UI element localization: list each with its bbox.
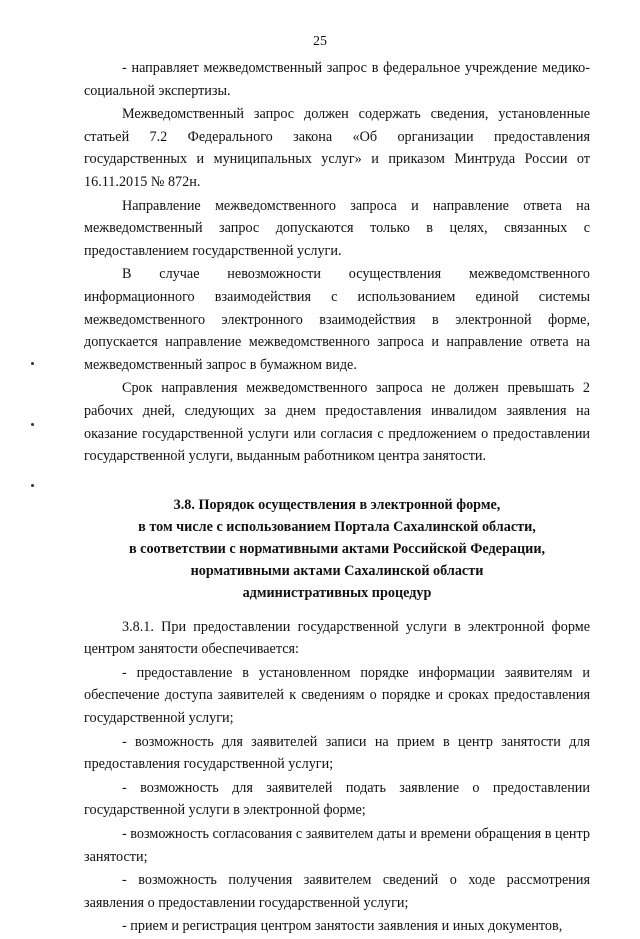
section-heading xyxy=(84,494,590,604)
list-item: - возможность для заявителей записи на прием в центр занятости для предоставления государственной услуги; xyxy=(84,733,590,773)
margin-mark xyxy=(31,423,34,426)
margin-mark xyxy=(31,362,34,365)
paragraphs-top xyxy=(84,57,590,468)
list-item: - возможность согласования с заявителем даты и времени обращения в центр занятости; xyxy=(84,826,590,865)
paragraphs-bottom xyxy=(84,616,590,938)
heading-line: нормативными актами Сахалинской области xyxy=(190,562,484,579)
heading-line: в соответствии с нормативными актами Российской Федерации, xyxy=(128,540,546,557)
list-item: - возможность получения заявителем сведений о ходе рассмотрения заявления о предоставлении государственной услуги; xyxy=(84,872,590,911)
heading-line: административных процедур xyxy=(242,584,432,601)
paragraph: Направление межведомственного запроса и направление ответа на межведомственный запрос допускаются только в целях, связанных с предоставлением государственной услуги. xyxy=(84,197,590,259)
paragraph: В случае невозможности осуществления межведомственного информационного взаимодействия с использованием единой системы межведомственного электронного взаимодействия в электронной форме, допускается направление межведомственного запроса и направление ответа на межведомственный запрос в бумажном виде. xyxy=(84,266,590,373)
heading-line: 3.8. Порядок осуществления в электронной форме, xyxy=(173,496,501,513)
heading-line: в том числе с использованием Портала Сахалинской области, xyxy=(138,518,536,535)
paragraph: Срок направления межведомственного запроса не должен превышать 2 рабочих дней, следующих за днем предоставления инвалидом заявления на оказание государственной услуги или согласия с предложением о предоставлении государственной услуги, выданным работником центра занятости. xyxy=(84,380,590,465)
document-body xyxy=(84,57,590,939)
page-number: 25 xyxy=(313,34,327,49)
paragraph: 3.8.1. При предоставлении государственной услуги в электронной форме центром занятости обеспечивается: xyxy=(84,618,590,658)
list-item: - прием и регистрация центром занятости заявления и иных документов, xyxy=(122,918,563,935)
list-item: - возможность для заявителей подать заявление о предоставлении государственной услуги в электронной форме; xyxy=(84,779,590,819)
paragraph: - направляет межведомственный запрос в федеральное учреждение медико-социальной экспертизы. xyxy=(84,60,590,99)
margin-mark xyxy=(31,484,34,487)
list-item: - предоставление в установленном порядке информации заявителям и обеспечение доступа заявителей к сведениям о порядке и сроках предоставления государственной услуги; xyxy=(84,664,590,727)
paragraph: Межведомственный запрос должен содержать сведения, установленные статьей 7.2 Федерального закона «Об организации предоставления государственных и муниципальных услуг» и приказом Минтруда России от 16.11.2015 № 872н. xyxy=(84,106,590,190)
